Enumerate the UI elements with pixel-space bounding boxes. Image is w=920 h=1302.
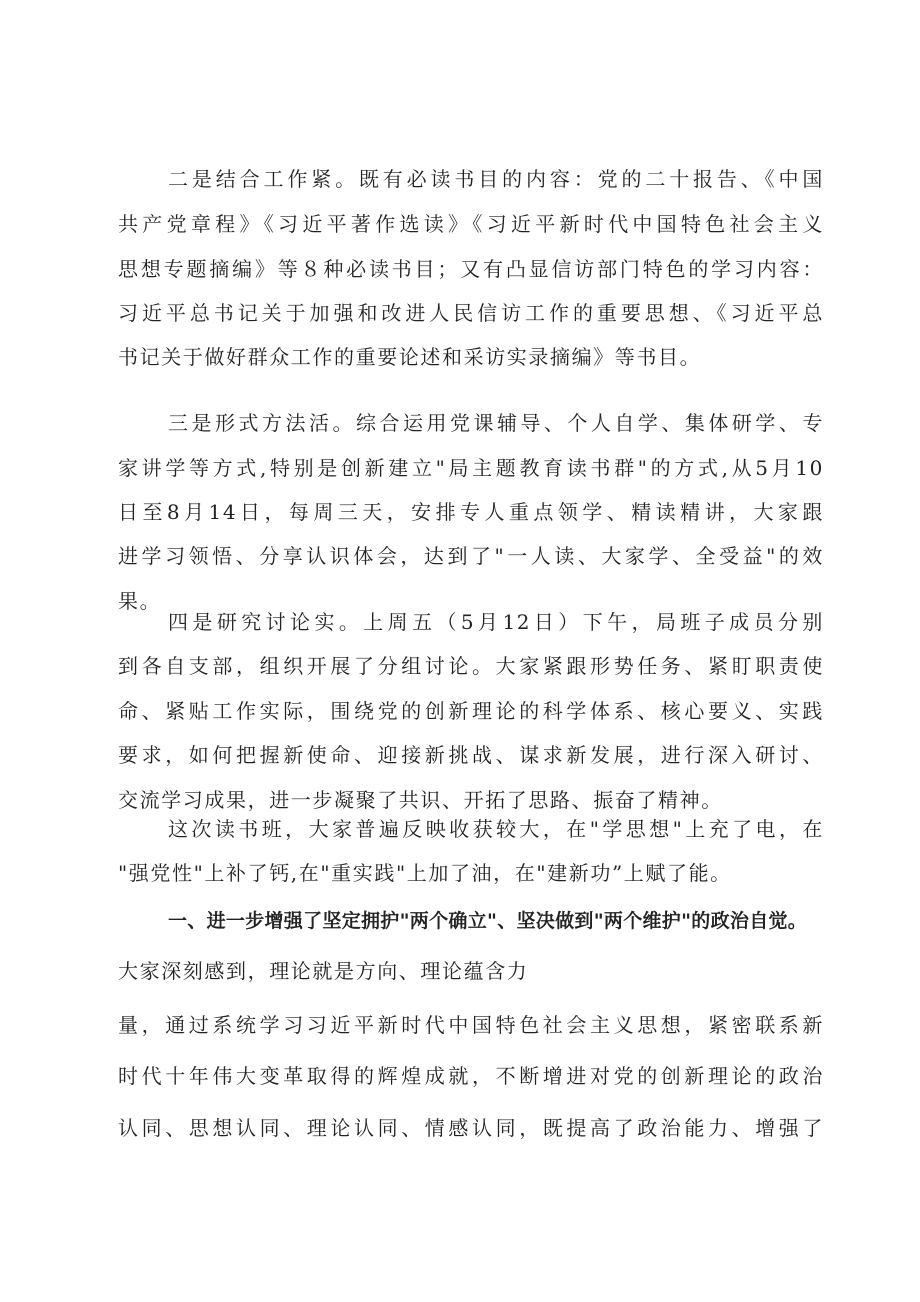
section-heading (168, 910, 868, 932)
text-line: 时代十年伟大变革取得的辉煌成就，不断增进对党的创新理论的政治 (118, 1065, 824, 1087)
text-line: 认同、思想认同、理论认同、情感认同，既提高了政治能力、增强了 (118, 1117, 824, 1139)
heading-text: 一、进一步增强了坚定拥护"两个确立"、坚决做到"两个维护"的政治自觉。 (168, 910, 808, 932)
text-line: "强党性"上补了钙,在"重实践"上加了油，在"建新功”上赋了能。 (118, 862, 732, 884)
text-line: 书记关于做好群众工作的重要论述和采访实录摘编》等书目。 (118, 346, 702, 368)
text-line: 进学习领悟、分享认识体会，达到了"一人读、大家学、全受益"的效 (118, 545, 824, 567)
text-line: 这次读书班，大家普遍反映收获较大，在"学思想"上充了电，在 (168, 818, 824, 840)
text-line: 交流学习成果，进一步凝聚了共识、开拓了思路、振奋了精神。 (118, 789, 723, 811)
text-line: 日至8月14日，每周三天，安排专人重点领学、精读精讲，大家跟 (118, 501, 824, 523)
text-line: 习近平总书记关于加强和改进人民信访工作的重要思想、《习近平总 (118, 302, 824, 324)
text-line: 三是形式方法活。综合运用党课辅导、个人自学、集体研学、专 (168, 412, 824, 434)
text-line: 命、紧贴工作实际，围绕党的创新理论的科学体系、核心要义、实践 (118, 700, 824, 722)
text-line: 家讲学等方式,特别是创新建立"局主题教育读书群"的方式,从5月10 (118, 457, 824, 479)
text-line: 果。 (118, 590, 162, 612)
text-line: 要求，如何把握新使命、迎接新挑战、谋求新发展，进行深入研讨、 (118, 744, 824, 766)
text-line: 量，通过系统学习习近平新时代中国特色社会主义思想，紧密联系新 (118, 1014, 824, 1036)
text-line: 思想专题摘编》等８种必读书目；又有凸显信访部门特色的学习内容： (118, 258, 824, 280)
text-line: 四是研究讨论实。上周五（5月12日）下午，局班子成员分别 (168, 611, 824, 633)
text-line: 到各自支部，组织开展了分组讨论。大家紧跟形势任务、紧盯职责使 (118, 655, 824, 677)
text-line: 大家深刻感到，理论就是方向、理论蕴含力 (118, 960, 529, 982)
text-line: 共产党章程》《习近平著作选读》《习近平新时代中国特色社会主义 (118, 213, 824, 235)
text-line: 二是结合工作紧。既有必读书目的内容：党的二十报告、《中国 (168, 168, 824, 190)
